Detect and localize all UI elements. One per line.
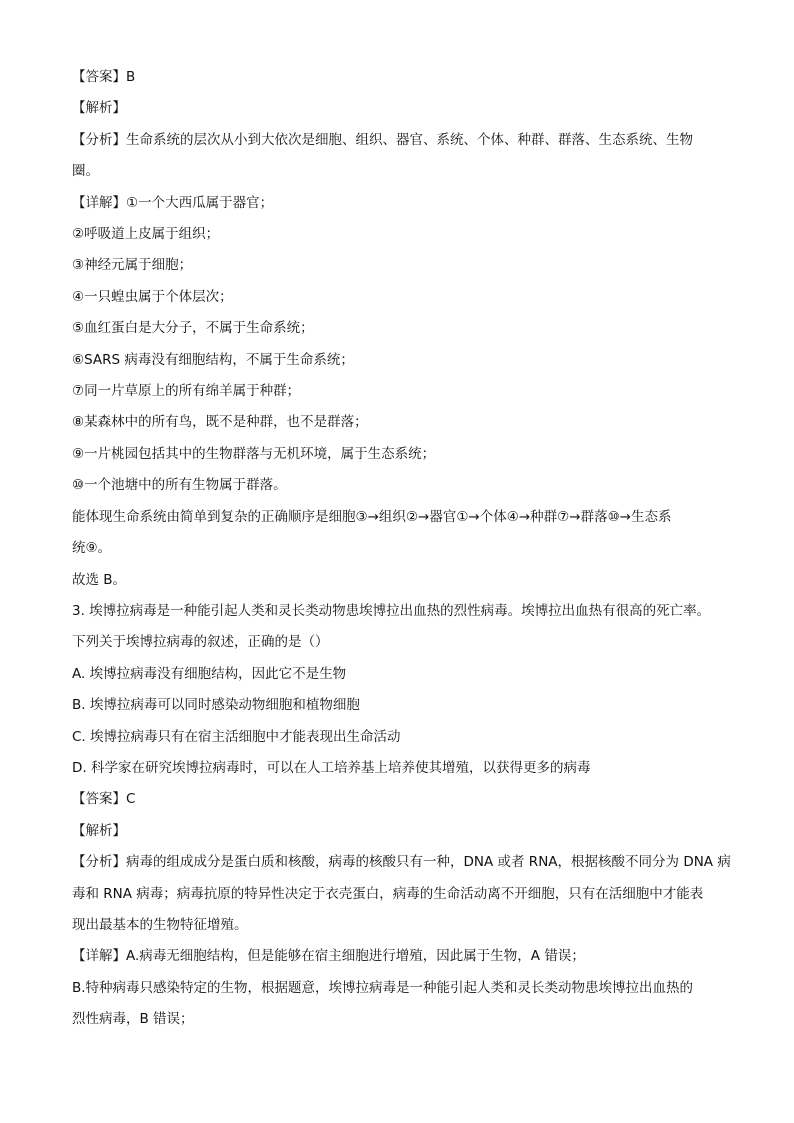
text-line: 3. 埃博拉病毒是一种能引起人类和灵长类动物患埃博拉出血热的烈性病毒。埃博拉出血热有很高的死亡率。 bbox=[72, 602, 711, 619]
text-line: 下列关于埃博拉病毒的叙述，正确的是（） bbox=[72, 634, 329, 651]
text-line: 毒和 RNA 病毒；病毒抗原的特异性决定于衣壳蛋白，病毒的生命活动离不开细胞，只有在活细胞中才能表 bbox=[72, 885, 704, 902]
text-line: 【解析】 bbox=[72, 822, 126, 839]
text-line: 烈性病毒，B 错误； bbox=[72, 1011, 194, 1028]
text-line: 故选 B。 bbox=[72, 571, 127, 588]
text-line: C. 埃博拉病毒只有在宿主活细胞中才能表现出生命活动 bbox=[72, 728, 401, 745]
text-line: ④一只蝗虫属于个体层次； bbox=[72, 288, 233, 305]
text-line: ⑩一个池塘中的所有生物属于群落。 bbox=[72, 477, 287, 494]
text-line: 【分析】生命系统的层次从小到大依次是细胞、组织、器官、系统、个体、种群、群落、生态系统、生物 bbox=[72, 131, 693, 148]
text-line: 【答案】B bbox=[72, 69, 136, 85]
text-line: 【解析】 bbox=[72, 100, 126, 117]
text-line: 现出最基本的生物特征增殖。 bbox=[72, 916, 248, 933]
text-line: ⑧某森林中的所有鸟，既不是种群，也不是群落； bbox=[72, 414, 368, 431]
text-line: 【分析】病毒的组成成分是蛋白质和核酸，病毒的核酸只有一种，DNA 或者 RNA，根据核酸不同分为 DNA 病 bbox=[72, 854, 731, 871]
document-body bbox=[72, 62, 732, 1036]
text-line: ②呼吸道上皮属于组织； bbox=[72, 226, 220, 243]
text-line: 圈。 bbox=[72, 163, 99, 180]
text-line: 【答案】C bbox=[72, 791, 136, 808]
text-line: ⑦同一片草原上的所有绵羊属于种群； bbox=[72, 383, 301, 400]
text-line: B.特种病毒只感染特定的生物，根据题意，埃博拉病毒是一种能引起人类和灵长类动物患埃博拉出血热的 bbox=[72, 979, 694, 996]
text-line: D. 科学家在研究埃博拉病毒时，可以在人工培养基上培养使其增殖，以获得更多的病毒 bbox=[72, 759, 591, 776]
text-line: 【详解】A.病毒无细胞结构，但是能够在宿主细胞进行增殖，因此属于生物，A 错误； bbox=[72, 948, 585, 965]
text-line: 统⑨。 bbox=[72, 540, 112, 557]
text-line: B. 埃博拉病毒可以同时感染动物细胞和植物细胞 bbox=[72, 697, 360, 714]
text-line: ⑤血红蛋白是大分子，不属于生命系统； bbox=[72, 320, 314, 337]
text-line: A. 埃博拉病毒没有细胞结构，因此它不是生物 bbox=[72, 665, 347, 682]
text-line: ⑨一片桃园包括其中的生物群落与无机环境，属于生态系统； bbox=[72, 445, 436, 462]
text-line: ⑥SARS 病毒没有细胞结构，不属于生命系统； bbox=[72, 351, 354, 368]
text-line: 【详解】①一个大西瓜属于器官； bbox=[72, 194, 274, 211]
text-line: 能体现生命系统由简单到复杂的正确顺序是细胞③→组织②→器官①→个体④→种群⑦→群落⑩→生态系 bbox=[72, 508, 672, 525]
text-line: ③神经元属于细胞； bbox=[72, 257, 193, 274]
